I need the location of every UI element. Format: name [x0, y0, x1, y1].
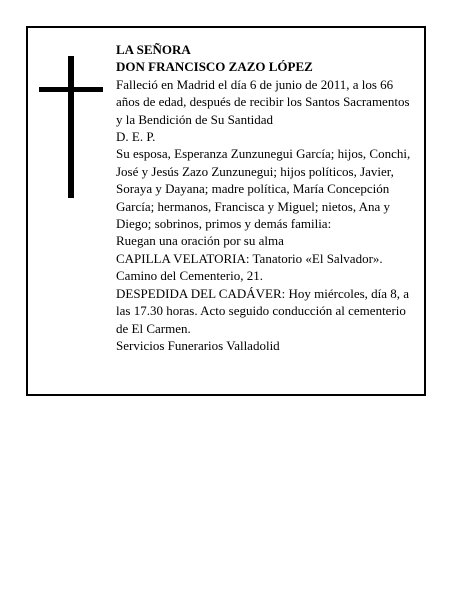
funeral-services: Servicios Funerarios Valladolid [116, 337, 280, 353]
obituary-notice [26, 26, 426, 396]
family-list: Su esposa, Esperanza Zunzunegui García; hijos, Conchi, José y Jesús Zazo Zunzunegui; hijos políticos, Javier, Soraya y Dayana; madre política, María Concepción García; hermanos, Francisca y Miguel; nietos, Ana y Diego; sobrinos, primos y demás familia: [116, 146, 411, 232]
death-details: Falleció en Madrid el día 6 de junio de 2011, a los 66 años de edad, después de recibir los Santos Sacramentos y la Bendición de Su Santidad [116, 76, 410, 127]
cross-icon-bar [39, 87, 103, 92]
prayer-request: Ruegan una oración por su alma [116, 233, 284, 249]
deceased-name: DON FRANCISCO ZAZO LÓPEZ [116, 59, 313, 75]
farewell-info: DESPEDIDA DEL CADÁVER: Hoy miércoles, día 8, a las 17.30 horas. Acto seguido conducción al cementerio de El Carmen. [116, 285, 410, 336]
chapel-info: CAPILLA VELATORIA: Tanatorio «El Salvador». Camino del Cementerio, 21. [116, 250, 383, 284]
obituary-text [116, 41, 418, 354]
cross-icon [68, 56, 74, 198]
rest-in-peace: D. E. P. [116, 129, 156, 145]
notice-heading: LA SEÑORA [116, 42, 191, 57]
